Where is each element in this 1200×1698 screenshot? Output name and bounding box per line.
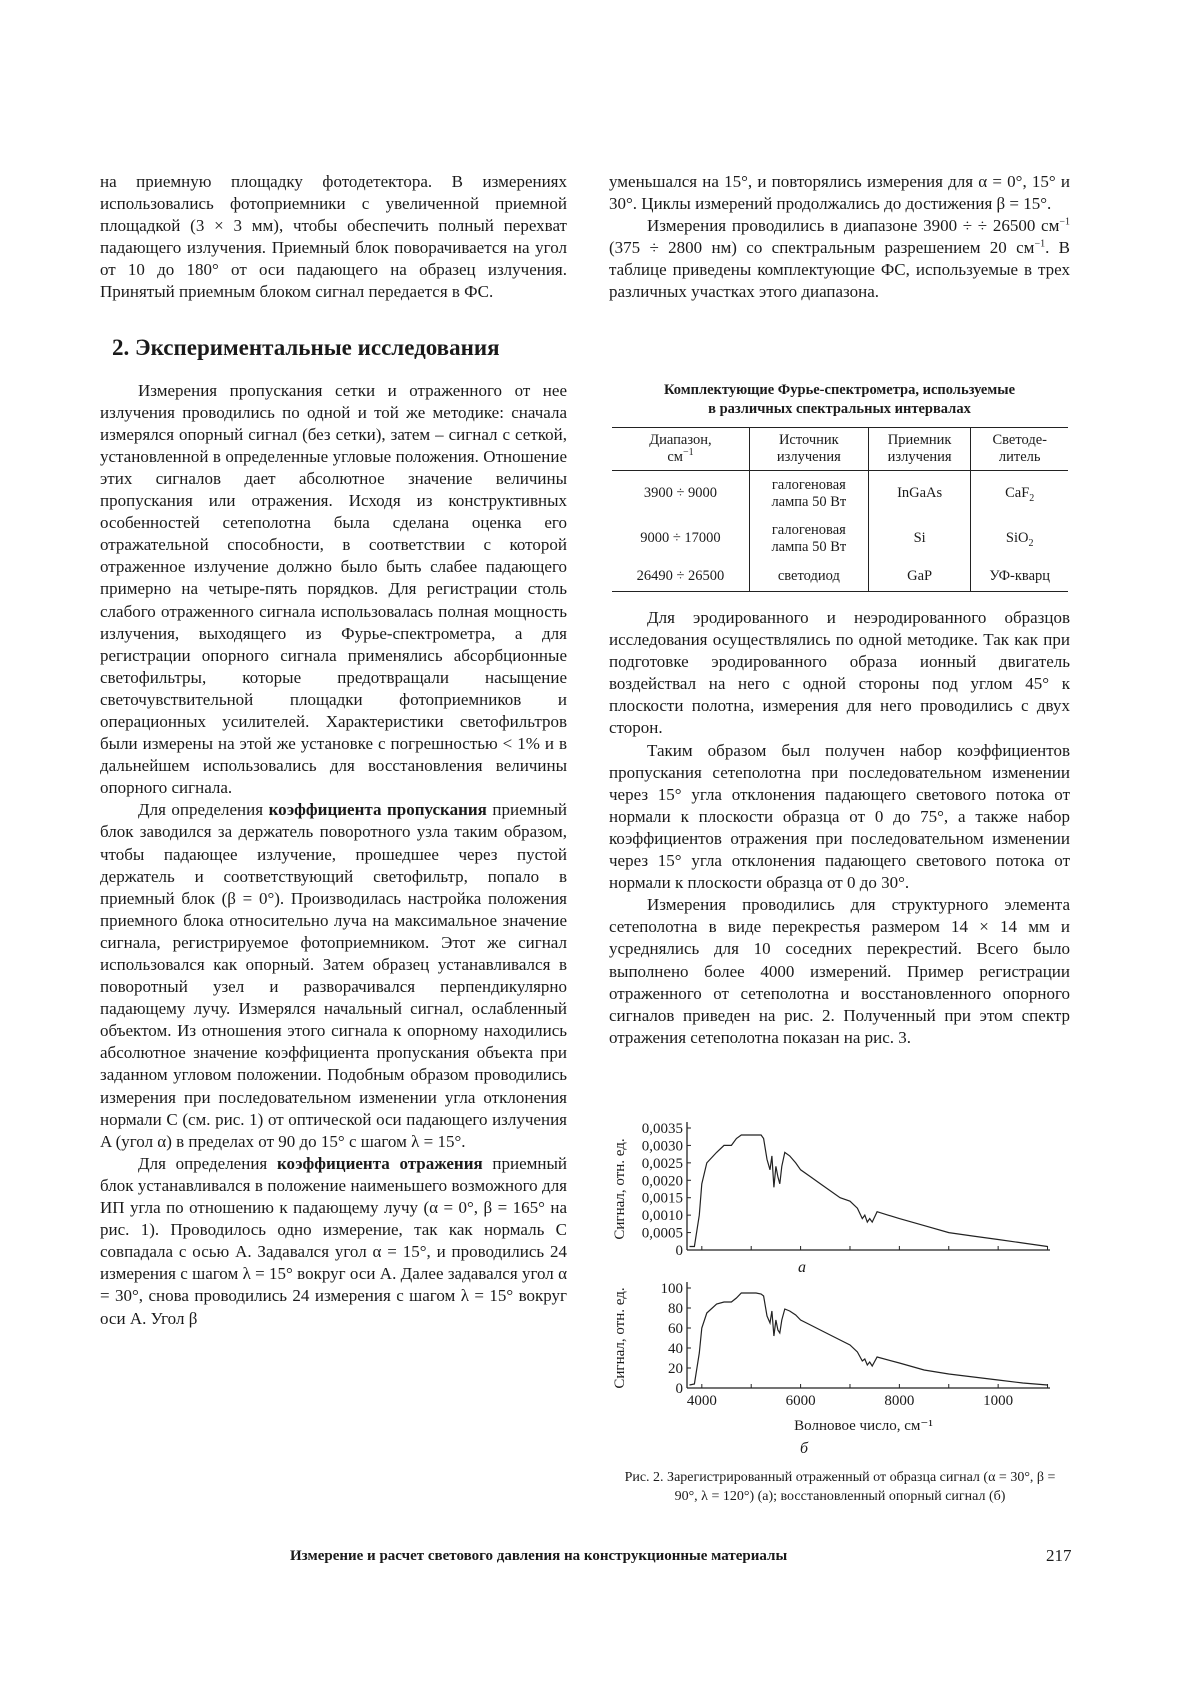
text: Для определения — [138, 800, 269, 819]
paragraph — [100, 799, 567, 1153]
header-cell: Светоде- литель — [971, 428, 1068, 471]
source-cell: галогеновая лампа 50 Вт — [749, 471, 868, 517]
right-column-top — [609, 171, 1070, 304]
y-axis-title: Сигнал, отн. ед. — [612, 1287, 628, 1388]
paragraph — [609, 215, 1070, 303]
section-heading: 2. Экспериментальные исследования — [112, 334, 567, 362]
text: . В таблице приведены комплектующие ФС, используемые в трех различных участках этого диапазона. — [609, 238, 1070, 301]
header-cell: Приемник излучения — [868, 428, 971, 471]
panel-label-b: б — [800, 1440, 808, 1458]
paragraph: Для эродированного и неэродированного образцов исследования осуществлялись по одной методике. Так как при подготовке эродированного образа ионный двигатель воздействал на него с одной стороны под углом 45° к плоскости полотна, измерения для него проводились с двух сторон. — [609, 607, 1070, 740]
text: приемный блок устанавливался в положение наименьшего возможного для ИП угла по отношению к падающему лучу (α = 0°, β = 165° на рис. 1). Проводилось одно измерение, так как нормаль C совпадала с осью A. Задавался угол α = 15°, и проводились 24 измерения с шагом λ = 15° вокруг оси A. Далее задавался угол α = 30°, снова проводились 24 измерения с шагом λ = 15° вокруг оси A. Угол β — [100, 1154, 567, 1328]
table-row — [612, 561, 1068, 592]
y-tick-label: 20 — [668, 1361, 683, 1377]
y-tick-label: 0,0025 — [642, 1156, 683, 1172]
x-axis-title: Волновое число, см⁻¹ — [794, 1418, 933, 1434]
bold-term: коэффициента отражения — [277, 1154, 483, 1173]
range-cell: 9000 ÷ 17000 — [612, 516, 749, 561]
y-tick-label: 0,0020 — [642, 1173, 683, 1189]
range-cell: 3900 ÷ 9000 — [612, 471, 749, 517]
x-tick-label: 6000 — [786, 1393, 816, 1409]
y-tick-label: 0,0005 — [642, 1226, 683, 1242]
receiver-cell: InGaAs — [868, 471, 971, 517]
panel-label-a: а — [798, 1259, 806, 1276]
x-tick-label: 4000 — [687, 1393, 717, 1409]
y-tick-label: 0,0015 — [642, 1191, 683, 1207]
splitter-cell: CaF2 — [971, 471, 1068, 517]
left-column — [100, 171, 567, 1330]
x-tick-label: 8000 — [884, 1393, 914, 1409]
superscript: −1 — [1059, 217, 1070, 228]
y-tick-label: 0,0035 — [642, 1121, 683, 1137]
text: (375 ÷ 2800 нм) со спектральным разрешением 20 см — [609, 238, 1034, 257]
running-title: Измерение и расчет светового давления на конструкционные материалы — [290, 1548, 787, 1565]
y-tick-label: 0,0030 — [642, 1138, 683, 1154]
y-tick-label: 0,0010 — [642, 1208, 683, 1224]
signal-curve — [690, 1293, 1048, 1385]
signal-curve — [690, 1135, 1048, 1247]
bold-term: коэффициента пропускания — [269, 800, 487, 819]
paragraph: Таким образом был получен набор коэффициентов пропускания сетеполотна при последовательном изменении через 15° угла отклонения падающего светового потока от нормали к плоскости образца от 0 до 75°, а также набор коэффициентов отражения при последовательном изменении через 15° угла отклонения падающего светового потока от нормали к плоскости образца от 0 до 30°. — [609, 740, 1070, 895]
paragraph: уменьшался на 15°, и повторялись измерения для α = 0°, 15° и 30°. Циклы измерений продолжались до достижения β = 15°. — [609, 171, 1070, 215]
figure-caption: Рис. 2. Зарегистрированный отраженный от образца сигнал (α = 30°, β = 90°, λ = 120°) (а); восстановленный опорный сигнал (б) — [612, 1468, 1068, 1506]
paragraph: на приемную площадку фотодетектора. В измерениях использовались фотоприемники с увеличенной приемной площадкой (3 × 3 мм), чтобы обеспечить полный перехват падающего излучения. Приемный блок поворачивается на угол от 10 до 180° от оси падающего на образец излучения. Принятый приемным блоком сигнал передается в ФС. — [100, 171, 567, 304]
y-tick-label: 100 — [661, 1281, 684, 1297]
y-tick-label: 40 — [668, 1341, 683, 1357]
paragraph: Измерения проводились для структурного элемента сетеполотна в виде перекрестья размером 14 × 14 мм и усреднялись для 10 соседних перекрестий. Всего было выполнено более 4000 измерений. Пример регистрации отраженного от сетеполотна и восстановленного опорного сигналов приведен на рис. 2. Полученный при этом спектр отражения сетеполотна показан на рис. 3. — [609, 894, 1070, 1049]
splitter-cell: SiO2 — [971, 516, 1068, 561]
table-row — [612, 471, 1068, 517]
y-tick-label: 80 — [668, 1301, 683, 1317]
components-table — [612, 427, 1068, 592]
range-cell: 26490 ÷ 26500 — [612, 561, 749, 592]
receiver-cell: Si — [868, 516, 971, 561]
y-axis-title: Сигнал, отн. ед. — [612, 1138, 628, 1239]
y-tick-label: 0 — [676, 1243, 684, 1259]
table-row — [612, 516, 1068, 561]
y-tick-label: 0 — [676, 1381, 684, 1397]
right-column-bottom — [609, 607, 1070, 1049]
table-title — [609, 381, 1070, 419]
header-cell: Источник излучения — [749, 428, 868, 471]
figure-2-chart — [560, 1100, 1100, 1440]
source-cell: светодиод — [749, 561, 868, 592]
x-tick-label: 1000 — [983, 1393, 1013, 1409]
table-title-line: Комплектующие Фурье-спектрометра, используемые — [609, 381, 1070, 400]
receiver-cell: GaP — [868, 561, 971, 592]
paragraph — [100, 1153, 567, 1330]
text: Для определения — [138, 1154, 277, 1173]
paragraph: Измерения пропускания сетки и отраженного от нее излучения проводились по одной и той же методике: сначала измерялся опорный сигнал (без сетки), затем – сигнал с сеткой, установленной в определенные угловые положения. Отношение этих сигналов дает абсолютное значение величины пропускания или отражения. Исходя из конструктивных особенностей сетеполотна была сделана оценка его отражательной способности, в соответствии с которой отраженное излучение должно было быть слабее падающего примерно на четыре-пять порядков. Для регистрации столь слабого отраженного сигнала использовалась полная мощность излучения, выходящего из Фурье-спектрометра, а для регистрации опорного сигнала применялись абсорбционные светофильтры, которые предотвращали насыщение светочувствительной площадки фотоприемников и операционных усилителей. Характеристики светофильтров были измерены на этой же установке с погрешностью < 1% и в дальнейшем использовались для восстановления величины опорного сигнала. — [100, 380, 567, 800]
page-number: 217 — [1046, 1546, 1072, 1566]
table-title-line: в различных спектральных интервалах — [609, 400, 1070, 419]
header-cell: Диапазон, см−1 — [612, 428, 749, 471]
text: Измерения проводились в диапазоне 3900 ÷ ÷ 26500 см — [647, 216, 1059, 235]
table-header-row — [612, 428, 1068, 471]
splitter-cell: УФ-кварц — [971, 561, 1068, 592]
text: приемный блок заводился за держатель поворотного узла таким образом, чтобы падающее излучение, прошедшее через пустой держатель и соответствующий светофильтр, попало в приемный блок (β = 0°). Производилась настройка положения приемного блока относительно луча на максимальное значение сигнала, регистрируемое фотоприемником. Этот же сигнал использовался как опорный. Затем образец устанавливался в поворотный узел и разворачивался перпендикулярно падающему лучу. Измерялся начальный сигнал, ослабленный объектом. Из отношения этого сигнала к опорному находились абсолютное значение коэффициента пропускания объекта при заданном угловом положении. Подобным образом проводились измерения при последовательном изменении угла отклонения нормали C (см. рис. 1) от оптической оси падающего излучения A (угол α) в пределах от 90 до 15° с шагом λ = 15°. — [100, 800, 567, 1150]
source-cell: галогеновая лампа 50 Вт — [749, 516, 868, 561]
superscript: −1 — [1034, 239, 1045, 250]
y-tick-label: 60 — [668, 1321, 683, 1337]
